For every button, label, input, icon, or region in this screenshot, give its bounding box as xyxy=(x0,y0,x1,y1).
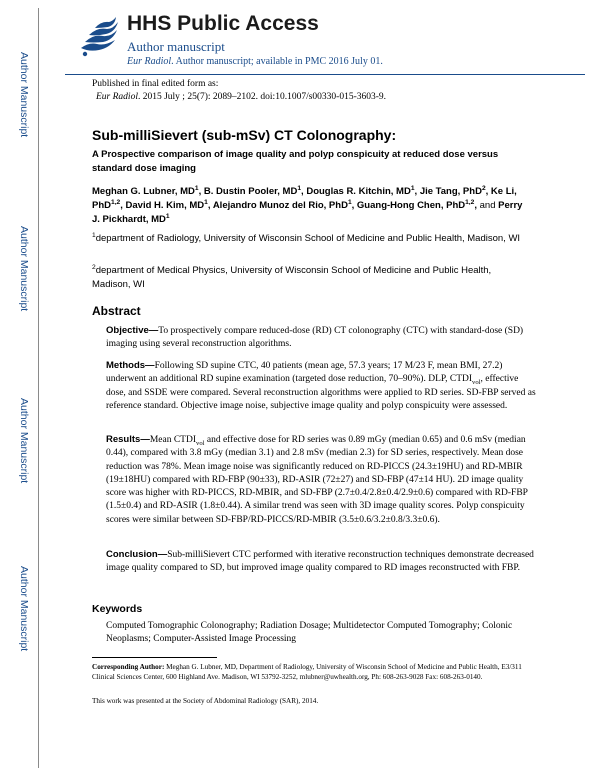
objective-label: Objective— xyxy=(106,325,159,336)
author: Ke Li, PhD xyxy=(92,186,517,211)
methods-label: Methods— xyxy=(106,360,155,371)
journal-name: Eur Radiol xyxy=(127,56,172,67)
author: Jie Tang, PhD xyxy=(419,186,482,197)
author: Alejandro Munoz del Rio, PhD xyxy=(212,200,348,211)
author-manuscript-label: Author Manuscript xyxy=(18,226,30,312)
author: B. Dustin Pooler, MD xyxy=(203,186,298,197)
author-list: Meghan G. Lubner, $MD^1$, B. Dustin Pooler, $MD^1$, Douglas R. Kitchin, $MD^1$, Jie Tang, PhD$^2$, Ke Li, PhD$^{1,2}$, David H. Kim, $MD^1$, Alejandro Munoz del Rio, PhD$^1$, Guang-Hong Chen, PhD$^{1,2}$, and Perry J. Pickhardt, $MD^1$ xyxy=(92,184,523,225)
author-manuscript-subtitle: Author manuscript xyxy=(127,39,225,54)
objective-paragraph xyxy=(106,324,536,352)
abstract-heading: Abstract xyxy=(92,304,141,318)
corresponding-author-label: Corresponding Author: xyxy=(92,663,165,671)
author: Guang-Hong Chen, PhD xyxy=(356,200,466,211)
article-title: Sub-milliSievert (sub-mSv) CT Colonography: xyxy=(92,127,397,143)
article-subtitle: A Prospective comparison of image quality and polyp conspicuity at reduced dose versus standard dose imaging xyxy=(92,149,499,174)
results-text: and effective dose for RD series was 0.89 mGy (median 0.65) and 0.6 mSv (median 0.44), compared with 3.8 mGy (median 3.1) and 2.8 mSv (median 2.3) for SD series, respectively. Mean dose reduction was 78%. Mean image noise was significantly reduced on RD-PICCS (24.3±19HU) and RD-MBIR (19±18HU) compared with RD-FBP (90±33), RD-ASIR (72±27) and SD-FBP (47±14 HU). 2D image quality score was higher with RD-PICCS, RD-MBIR, and SD-FBP (2.7±0.4/2.8±0.4/2.9±0.6) compared with RD-FBP (1.5±0.4) and RD-ASIR (1.8±0.44). A similar trend was seen with 3D image quality scores. Polyp conspicuity scores were similar between SD-FBP/RD-PICCS/RD-MBIR (3.5±0.6/3.2±0.8/3.3±0.6). xyxy=(106,435,528,525)
affiliation-text: department of Medical Physics, University of Wisconsin School of Medicine and Public Health, Madison, WI xyxy=(92,265,492,290)
affiliation-marker: 1 xyxy=(204,198,208,206)
hhs-header xyxy=(65,10,585,76)
results-text: Mean CTDI xyxy=(149,435,196,445)
affiliation-marker: 1 xyxy=(297,184,302,192)
citation-details: . 2015 July ; 25(7): 2089–2102. doi:10.1007/s00330-015-3603-9. xyxy=(137,92,387,102)
author: Perry J. Pickhardt, MD xyxy=(92,200,523,225)
journal-availability xyxy=(127,56,383,67)
keywords-list: Computed Tomographic Colonography; Radiation Dosage; Multidetector Computed Tomography; Colonic Neoplasms; Computer-Assisted Image Processing xyxy=(106,621,513,644)
availability-text: . Author manuscript; available in PMC 2016 July 01. xyxy=(171,56,383,67)
affiliation-2 xyxy=(92,264,522,291)
citation xyxy=(92,91,572,104)
author-manuscript-label: Author Manuscript xyxy=(18,52,30,138)
author-manuscript-label: Author Manuscript xyxy=(18,566,30,652)
citation-journal: Eur Radiol xyxy=(96,92,138,102)
affiliation-marker: 1 xyxy=(347,198,352,206)
sidebar-divider xyxy=(38,8,39,768)
methods-text: , effective dose, and SSDE were compared. Several reconstruction algorithms were applied to RD series. SD-FBP served as reference standard. Objective image noise, subjective image quality and polyp conspicuity were assessed. xyxy=(106,374,536,411)
author: Meghan G. Lubner, MD xyxy=(92,186,195,197)
subscript: vol xyxy=(472,379,481,387)
affiliation-number: 2 xyxy=(92,263,96,271)
results-label: Results— xyxy=(106,434,150,445)
and-text: and xyxy=(479,200,496,211)
author-manuscript-label: Author Manuscript xyxy=(18,398,30,484)
results-paragraph xyxy=(106,433,536,527)
affiliation-marker: 2 xyxy=(481,184,486,192)
affiliation-text: department of Radiology, University of Wisconsin School of Medicine and Public Health, Madison, WI xyxy=(95,233,521,244)
keywords-heading: Keywords xyxy=(92,603,143,615)
hhs-public-access-title: HHS Public Access xyxy=(127,12,319,35)
conclusion-text: Sub-milliSievert CTC performed with iterative reconstruction techniques demonstrate decreased image quality compared to SD, but improved image quality compared to RD images reconstructed with FBP. xyxy=(106,550,534,574)
hhs-eagle-logo-icon xyxy=(75,14,123,62)
subscript: vol xyxy=(196,439,205,447)
affiliation-marker: 1,2 xyxy=(465,198,475,206)
corresponding-author-footnote xyxy=(92,663,532,682)
affiliation-number: 1 xyxy=(92,231,96,239)
methods-text: Following SD supine CTC, 40 patients (mean age, 57.3 years; 17 M/23 F, mean BMI, 27.2) underwent an additional RD supine examination (targeted dose reduction, 70–90%). DLP, CTDI xyxy=(106,361,503,385)
methods-paragraph xyxy=(106,359,536,413)
affiliation-marker: 1 xyxy=(410,184,415,192)
left-margin xyxy=(0,0,30,776)
conclusion-label: Conclusion— xyxy=(106,549,168,560)
affiliation-marker: 1,2 xyxy=(111,198,121,206)
footnote-divider xyxy=(92,657,217,658)
objective-text: To prospectively compare reduced-dose (RD) CT colonography (CTC) with standard-dose (SD) imaging using several reconstruction algorithms. xyxy=(106,326,524,350)
affiliation-1 xyxy=(92,232,522,246)
publication-info xyxy=(92,78,572,104)
header-divider xyxy=(65,74,585,75)
presentation-footnote: This work was presented at the Society of Abdominal Radiology (SAR), 2014. xyxy=(92,697,319,705)
affiliation-marker: 1 xyxy=(194,184,199,192)
author: Douglas R. Kitchin, MD xyxy=(306,186,411,197)
conclusion-paragraph xyxy=(106,548,536,576)
corresponding-author-text: Meghan G. Lubner, MD, Department of Radiology, University of Wisconsin School of Medicine and Public Health, E3/311 Clinical Sciences Center, 600 Highland Ave. Madison, WI 53792-3252, mlubner@uwhealth.org, Ph: 608-263-9028 Fax: 608-263-0140. xyxy=(92,663,522,681)
author: David H. Kim, MD xyxy=(125,200,205,211)
published-label: Published in final edited form as: xyxy=(92,79,219,89)
affiliation-marker: 1 xyxy=(165,212,170,220)
